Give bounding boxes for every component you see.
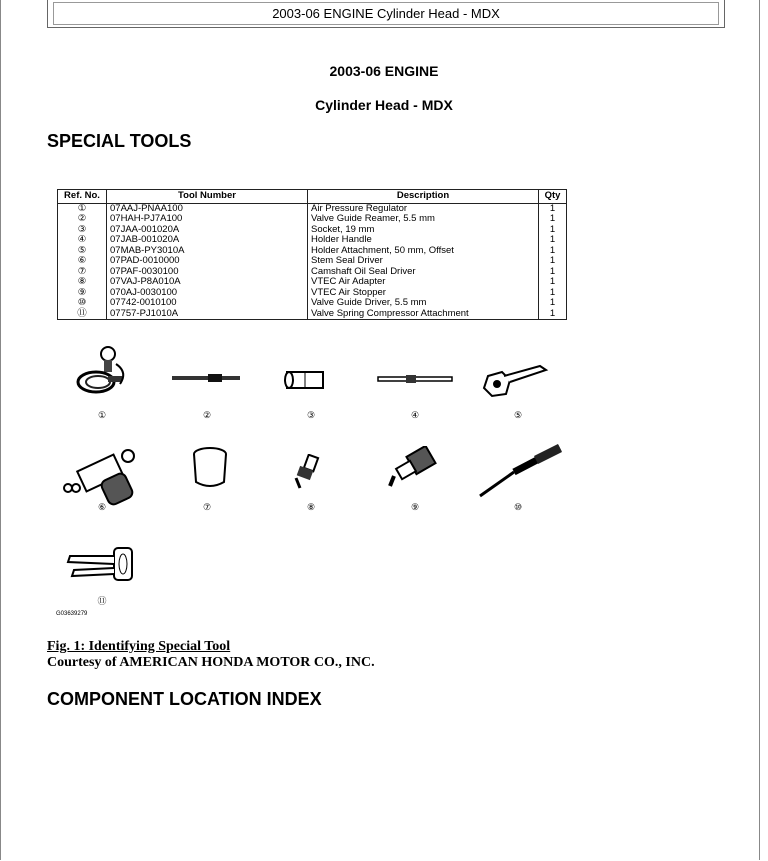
column-header-qty: Qty [539, 190, 567, 204]
cell-qty: 1 [539, 277, 567, 288]
cell-qty: 1 [539, 267, 567, 278]
table-row [58, 235, 567, 246]
special-tools-heading: SPECIAL TOOLS [47, 131, 192, 151]
cell-tool-number: 07JAB-001020A [107, 235, 308, 246]
table-header-row [58, 190, 567, 204]
figure-label-11: ⑪ [97, 596, 107, 606]
page-header [47, 0, 725, 28]
cell-tool-number: 07757-PJ1010A [107, 309, 308, 320]
cell-tool-number: 07AAJ-PNAA100 [107, 203, 308, 214]
valve-guide-driver-icon [474, 444, 566, 500]
figure-label-7: ⑦ [202, 502, 212, 512]
cell-tool-number: 07PAD-0010000 [107, 256, 308, 267]
cell-qty: 1 [539, 203, 567, 214]
component-location-index-heading: COMPONENT LOCATION INDEX [47, 689, 322, 709]
table-row [58, 309, 567, 320]
cell-ref-no: ⑪ [58, 309, 107, 320]
cell-description: Camshaft Oil Seal Driver [308, 267, 539, 278]
cell-ref-no: ⑩ [58, 298, 107, 309]
cell-qty: 1 [539, 214, 567, 225]
stem-seal-driver-icon [58, 446, 144, 508]
valve-guide-reamer-icon [170, 370, 242, 386]
cell-ref-no: ⑧ [58, 277, 107, 288]
header-title: 2003-06 ENGINE Cylinder Head - MDX [53, 2, 719, 25]
cell-tool-number: 07PAF-0030100 [107, 267, 308, 278]
figure-caption: Fig. 1: Identifying Special Tool [47, 639, 231, 654]
figure-label-5: ⑤ [513, 410, 523, 420]
cell-qty: 1 [539, 298, 567, 309]
cell-qty: 1 [539, 235, 567, 246]
figure-code: G03639279 [56, 611, 88, 617]
cell-qty: 1 [539, 288, 567, 299]
cell-description: Valve Guide Driver, 5.5 mm [308, 298, 539, 309]
cell-description: VTEC Air Adapter [308, 277, 539, 288]
table-row [58, 256, 567, 267]
cell-description: Stem Seal Driver [308, 256, 539, 267]
figure-label-3: ③ [306, 410, 316, 420]
cell-tool-number: 07JAA-001020A [107, 225, 308, 236]
doc-subtitle: Cylinder Head - MDX [315, 97, 453, 113]
column-header-ref: Ref. No. [58, 190, 107, 204]
camshaft-oil-seal-driver-icon [190, 446, 230, 490]
cell-tool-number: 07MAB-PY3010A [107, 246, 308, 257]
cell-description: Socket, 19 mm [308, 225, 539, 236]
air-pressure-regulator-icon [68, 338, 132, 402]
cell-ref-no: ⑤ [58, 246, 107, 257]
figure-label-2: ② [202, 410, 212, 420]
figure-label-1: ① [97, 410, 107, 420]
cell-description: Holder Handle [308, 235, 539, 246]
figure-courtesy: Courtesy of AMERICAN HONDA MOTOR CO., INC. [47, 655, 375, 670]
cell-qty: 1 [539, 225, 567, 236]
special-tools-table [57, 189, 567, 320]
holder-handle-icon [376, 372, 456, 386]
holder-attachment-icon [480, 360, 552, 400]
column-header-description: Description [308, 190, 539, 204]
cell-ref-no: ① [58, 203, 107, 214]
valve-spring-compressor-attachment-icon [62, 544, 140, 590]
figure-label-6: ⑥ [97, 502, 107, 512]
table-row [58, 298, 567, 309]
cell-description: Valve Spring Compressor Attachment [308, 309, 539, 320]
socket-icon [283, 368, 329, 394]
figure-label-8: ⑧ [306, 502, 316, 512]
cell-tool-number: 07HAH-PJ7A100 [107, 214, 308, 225]
cell-ref-no: ⑨ [58, 288, 107, 299]
cell-tool-number: 070AJ-0030100 [107, 288, 308, 299]
cell-description: Valve Guide Reamer, 5.5 mm [308, 214, 539, 225]
cell-ref-no: ⑥ [58, 256, 107, 267]
cell-qty: 1 [539, 309, 567, 320]
figure-label-4: ④ [410, 410, 420, 420]
cell-ref-no: ② [58, 214, 107, 225]
cell-ref-no: ④ [58, 235, 107, 246]
cell-description: Air Pressure Regulator [308, 203, 539, 214]
figure-label-9: ⑨ [410, 502, 420, 512]
table-row [58, 277, 567, 288]
figure-label-10: ⑩ [513, 502, 523, 512]
cell-tool-number: 07VAJ-P8A010A [107, 277, 308, 288]
cell-tool-number: 07742-0010100 [107, 298, 308, 309]
column-header-tool-number: Tool Number [107, 190, 308, 204]
cell-qty: 1 [539, 246, 567, 257]
cell-qty: 1 [539, 256, 567, 267]
vtec-air-stopper-icon [386, 446, 442, 492]
table-row [58, 214, 567, 225]
cell-description: VTEC Air Stopper [308, 288, 539, 299]
cell-ref-no: ③ [58, 225, 107, 236]
vtec-air-adapter-icon [290, 454, 326, 490]
doc-title: 2003-06 ENGINE [329, 63, 439, 79]
cell-description: Holder Attachment, 50 mm, Offset [308, 246, 539, 257]
cell-ref-no: ⑦ [58, 267, 107, 278]
